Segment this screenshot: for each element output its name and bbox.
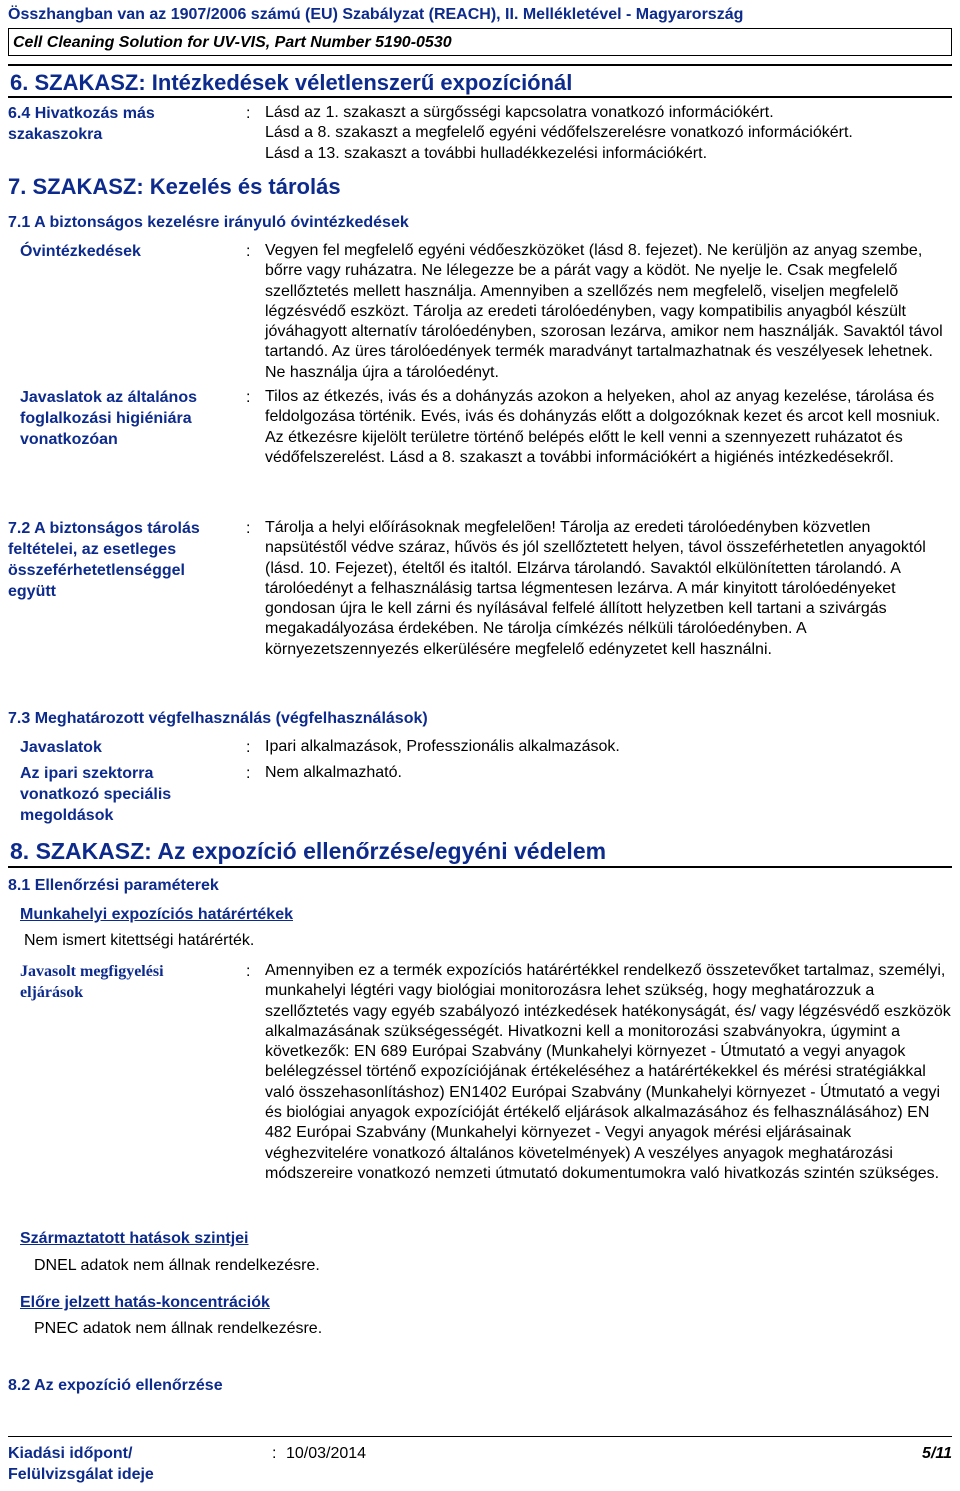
precautions-text: Vegyen fel megfelelő egyéni védőeszközöket (lásd 8. fejezet). Ne kerüljön az anyag szembe, bőrre vagy ruházatra. Ne lélegezze be a párát vagy a ködöt. Ne nyelje le. Csak megfelelő szellőztetés mellett használja. Amennyiben a szellőzés nem megfelelõ, viseljen megfelelõ légzésvédő eszközt. Tárolja az eredeti tárolóedényben, vagy kompatibilis anyagból készült jóváhagyott alternatív tárolóedényben, szorosan lezárva, amikor nem használják. Savaktól távol tartandó. Az üres tárolóedények termék maradványt tartalmazhatnak és veszélyesek lehetnek. Ne használja újra a tárolóedényt.: [265, 242, 943, 381]
colon: :: [246, 765, 251, 782]
monitoring-text: Amennyiben ez a termék expozíciós határértékkel rendelkező összetevőket tartalmaz, személyi, munkahelyi légtéri vagy biológiai monitorozásra lehet szükség, hogy meghatározzuk a szellőztetés vagy egyéb szabályozó intézkedések hatékonyságát, és/ vagy légzésvédő eszközök alkalmazásának szükségességét. Hivatkozni kell a monitorozási szabványokra, úgymint a következők: EN 689 Európai Szabvány (Munkahelyi környezet - Útmutató a vegyi anyagok belélegzéssel történő expozíciójának értékeléséhez a határértékekkel és mérési stratégiákkal való összehasonlításhoz) EN1402 Európai Szabvány (Munkahelyi környezet - Útmutató a vegyi és biológiai anyagok expozícióját értékelő eljárások alkalmazásához és felhasználásához) EN 482 Európai Szabvány (Munkahelyi környezet - Vegyi anyagok mérési eljárásainak véghezvitelére vonatkozó általános követelmények) A veszélyes anyagok meghatározási módszereire vonatkozó nemzeti útmutató dokumentumokra való hivatkozás szintén szükséges.: [265, 962, 951, 1182]
subsection-7-3-title: 7.3 Meghatározott végfelhasználás (végfelhasználások): [8, 710, 428, 727]
dnel-text: DNEL adatok nem állnak rendelkezésre.: [34, 1257, 320, 1274]
subsection-8-1-title: 8.1 Ellenőrzési paraméterek: [8, 877, 219, 894]
pnec-text: PNEC adatok nem állnak rendelkezésre.: [34, 1320, 323, 1337]
colon: :: [246, 963, 251, 980]
monitoring-label: Javasolt megfigyelési eljárások: [20, 963, 164, 1001]
industry-solutions-label: Az ipari szektorra vonatkozó speciális megoldások: [20, 765, 172, 824]
issue-date-value: 10/03/2014: [286, 1445, 367, 1462]
dnel-heading: Származtatott hatások szintjei: [20, 1230, 249, 1247]
oel-heading: Munkahelyi expozíciós határértékek: [20, 906, 293, 923]
issue-date-label: Kiadási időpont/ Felülvizsgálat ideje: [8, 1445, 154, 1483]
subsection-7-1-title: 7.1 A biztonságos kezelésre irányuló óvintézkedések: [8, 214, 409, 231]
section-7-title: 7. SZAKASZ: Kezelés és tárolás: [8, 174, 341, 199]
colon: :: [246, 243, 251, 260]
ref-line-3: Lásd a 13. szakaszt a további hulladékkezelési információkért.: [265, 144, 708, 162]
subsection-7-2-label: 7.2 A biztonságos tárolás feltételei, az esetleges összeférhetetlenséggel együtt: [8, 520, 200, 600]
oel-text: Nem ismert kitettségi határérték.: [24, 932, 255, 949]
colon: :: [246, 389, 251, 406]
recommendations-label: Javaslatok: [20, 739, 102, 756]
ref-other-sections-label: 6.4 Hivatkozás más szakaszokra: [8, 105, 155, 143]
hygiene-text: Tilos az étkezés, ivás és a dohányzás azokon a helyeken, ahol az anyag kezelése, tárolása és feldolgozása történik. Evés, ivás és dohányzás előtt a dolgozóknak kezet és arcot kell mosniuk. Az étkezésre kijelölt területre történő belépés előtt le kell venni a szennyezett ruházatot és védőfelszerelést. Lásd a 8. szakaszt a további információkért a higiénés intézkedésekről.: [265, 388, 941, 466]
hygiene-label: Javaslatok az általános foglalkozási higiéniára vonatkozóan: [20, 389, 197, 448]
colon: :: [246, 105, 251, 122]
colon: :: [272, 1445, 277, 1462]
recommendations-text: Ipari alkalmazások, Professzionális alkalmazások.: [265, 738, 620, 755]
colon: :: [246, 739, 251, 756]
regulation-line: Összhangban van az 1907/2006 számú (EU) Szabályzat (REACH), II. Mellékletével - Magyarország: [8, 6, 744, 23]
ref-other-sections-text: [265, 103, 955, 164]
footer-rule: [8, 1436, 952, 1437]
colon: :: [246, 520, 251, 537]
section-8-title: 8. SZAKASZ: Az expozíció ellenőrzése/egyéni védelem: [8, 834, 952, 868]
page-number: 5/11: [922, 1445, 952, 1462]
product-name: Cell Cleaning Solution for UV-VIS, Part Number 5190-0530: [8, 28, 952, 56]
pnec-heading: Előre jelzett hatás-koncentrációk: [20, 1294, 270, 1311]
precautions-label: Óvintézkedések: [20, 243, 141, 260]
ref-line-1: Lásd az 1. szakaszt a sürgősségi kapcsolatra vonatkozó információkért.: [265, 104, 774, 121]
section-6-title: 6. SZAKASZ: Intézkedések véletlenszerű expozíciónál: [8, 64, 952, 98]
ref-line-2: Lásd a 8. szakaszt a megfelelő egyéni védőfelszerelésre vonatkozó információkért.: [265, 124, 853, 142]
page-header: [8, 2, 952, 56]
storage-text: Tárolja a helyi előírásoknak megfelelõen! Tárolja az eredeti tárolóedényben közvetlen napsütéstől védve száraz, hűvös és jól szellőztetett helyen, távol összeférhetetlen anyagoktól (lásd. 10. Fejezet), ételtől és italtól. Elzárva tárolandó. Savaktól elkülönítetten tárolandó. A tárolóedényt a felhasználásig tartsa légmentesen lezárva. A már kinyitott tárolóedényeket gondosan újra le kell zárni és nyílásával felfelé állított helyzetben kell tartani a szivárgás megakadályozása érdekében. Ne tárolja címkézés nélküli tárolóedényben. A környezetszennyezés elkerülésére megfelelő edényzetet kell használni.: [265, 519, 926, 658]
industry-solutions-text: Nem alkalmazható.: [265, 764, 402, 781]
subsection-8-2-title: 8.2 Az expozíció ellenőrzése: [8, 1377, 223, 1394]
